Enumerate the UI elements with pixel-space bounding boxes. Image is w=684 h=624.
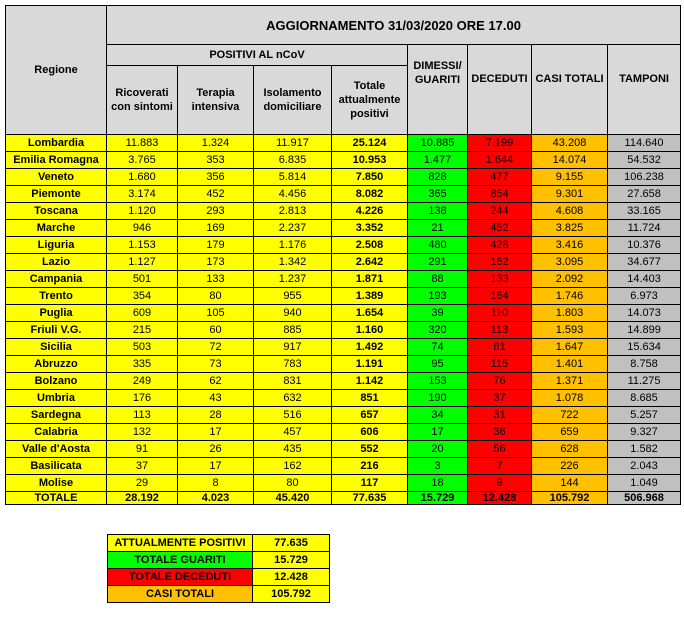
terapia-cell: 72: [178, 339, 254, 356]
totals-isolamento: 45.420: [254, 492, 332, 505]
deceduti-cell: 9: [468, 475, 532, 492]
deceduti-cell: 162: [468, 254, 532, 271]
summary-label: ATTUALMENTE POSITIVI: [108, 535, 253, 552]
region-name: Umbria: [6, 390, 107, 407]
table-row: [6, 254, 681, 271]
tamponi-cell: 11.724: [608, 220, 681, 237]
ricoverati-cell: 946: [107, 220, 178, 237]
deceduti-cell: 164: [468, 288, 532, 305]
summary-value: 15.729: [253, 552, 330, 569]
terapia-cell: 179: [178, 237, 254, 254]
ricoverati-cell: 1.153: [107, 237, 178, 254]
dimessi-cell: 190: [408, 390, 468, 407]
deceduti-cell: 7: [468, 458, 532, 475]
region-name: Calabria: [6, 424, 107, 441]
ricoverati-cell: 3.765: [107, 152, 178, 169]
region-name: Campania: [6, 271, 107, 288]
terapia-cell: 169: [178, 220, 254, 237]
dimessi-cell: 39: [408, 305, 468, 322]
summary-row: [108, 552, 330, 569]
ricoverati-cell: 249: [107, 373, 178, 390]
summary-label: TOTALE GUARITI: [108, 552, 253, 569]
isolamento-cell: 955: [254, 288, 332, 305]
casi-totali-cell: 4.608: [532, 203, 608, 220]
isolamento-cell: 632: [254, 390, 332, 407]
isolamento-cell: 5.814: [254, 169, 332, 186]
ricoverati-cell: 91: [107, 441, 178, 458]
terapia-cell: 173: [178, 254, 254, 271]
terapia-cell: 60: [178, 322, 254, 339]
deceduti-cell: 76: [468, 373, 532, 390]
casi-totali-cell: 1.746: [532, 288, 608, 305]
tamponi-cell: 14.403: [608, 271, 681, 288]
col-header-totale-positivi: Totale attualmente positivi: [332, 66, 408, 135]
region-name: Veneto: [6, 169, 107, 186]
isolamento-cell: 1.237: [254, 271, 332, 288]
casi-totali-cell: 1.803: [532, 305, 608, 322]
casi-totali-cell: 1.647: [532, 339, 608, 356]
tamponi-cell: 15.634: [608, 339, 681, 356]
table-row: [6, 373, 681, 390]
deceduti-cell: 477: [468, 169, 532, 186]
isolamento-cell: 1.176: [254, 237, 332, 254]
deceduti-cell: 452: [468, 220, 532, 237]
ricoverati-cell: 1.127: [107, 254, 178, 271]
deceduti-cell: 854: [468, 186, 532, 203]
deceduti-cell: 36: [468, 424, 532, 441]
deceduti-cell: 113: [468, 322, 532, 339]
dimessi-cell: 1.477: [408, 152, 468, 169]
ricoverati-cell: 609: [107, 305, 178, 322]
ricoverati-cell: 335: [107, 356, 178, 373]
totale-positivi-cell: 25.124: [332, 135, 408, 152]
casi-totali-cell: 659: [532, 424, 608, 441]
isolamento-cell: 4.456: [254, 186, 332, 203]
totale-positivi-cell: 3.352: [332, 220, 408, 237]
dimessi-cell: 20: [408, 441, 468, 458]
table-row: [6, 475, 681, 492]
region-name: Liguria: [6, 237, 107, 254]
region-name: Puglia: [6, 305, 107, 322]
isolamento-cell: 435: [254, 441, 332, 458]
ricoverati-cell: 3.174: [107, 186, 178, 203]
col-header-ricoverati: Ricoverati con sintomi: [107, 66, 178, 135]
terapia-cell: 293: [178, 203, 254, 220]
isolamento-cell: 162: [254, 458, 332, 475]
terapia-cell: 28: [178, 407, 254, 424]
totals-casi: 105.792: [532, 492, 608, 505]
table-row: [6, 186, 681, 203]
dimessi-cell: 153: [408, 373, 468, 390]
totale-positivi-cell: 216: [332, 458, 408, 475]
totale-positivi-cell: 1.191: [332, 356, 408, 373]
totals-deceduti: 12.428: [468, 492, 532, 505]
isolamento-cell: 917: [254, 339, 332, 356]
tamponi-cell: 11.275: [608, 373, 681, 390]
table-row: [6, 237, 681, 254]
region-name: Molise: [6, 475, 107, 492]
table-row: [6, 152, 681, 169]
summary-label: TOTALE DECEDUTI: [108, 569, 253, 586]
totale-positivi-cell: 606: [332, 424, 408, 441]
totals-ricoverati: 28.192: [107, 492, 178, 505]
terapia-cell: 62: [178, 373, 254, 390]
table-row: [6, 271, 681, 288]
region-name: Sardegna: [6, 407, 107, 424]
casi-totali-cell: 3.416: [532, 237, 608, 254]
totale-positivi-cell: 1.160: [332, 322, 408, 339]
tamponi-cell: 27.658: [608, 186, 681, 203]
terapia-cell: 17: [178, 458, 254, 475]
casi-totali-cell: 1.371: [532, 373, 608, 390]
totale-positivi-cell: 2.642: [332, 254, 408, 271]
totale-positivi-cell: 1.492: [332, 339, 408, 356]
isolamento-cell: 1.342: [254, 254, 332, 271]
casi-totali-cell: 3.095: [532, 254, 608, 271]
casi-totali-cell: 9.155: [532, 169, 608, 186]
deceduti-cell: 110: [468, 305, 532, 322]
table-row: [6, 356, 681, 373]
casi-totali-cell: 1.401: [532, 356, 608, 373]
terapia-cell: 133: [178, 271, 254, 288]
totale-positivi-cell: 1.142: [332, 373, 408, 390]
casi-totali-cell: 628: [532, 441, 608, 458]
totale-positivi-cell: 1.389: [332, 288, 408, 305]
totals-terapia: 4.023: [178, 492, 254, 505]
table-row: [6, 135, 681, 152]
totale-positivi-cell: 117: [332, 475, 408, 492]
table-row: [6, 203, 681, 220]
col-header-dimessi: DIMESSI/ GUARITI: [408, 45, 468, 135]
table-row: [6, 288, 681, 305]
deceduti-cell: 56: [468, 441, 532, 458]
tamponi-cell: 2.043: [608, 458, 681, 475]
positivi-group-header: POSITIVI AL nCoV: [107, 45, 408, 66]
col-header-isolamento: Isolamento domiciliare: [254, 66, 332, 135]
dimessi-cell: 365: [408, 186, 468, 203]
deceduti-cell: 31: [468, 407, 532, 424]
terapia-cell: 1.324: [178, 135, 254, 152]
isolamento-cell: 2.813: [254, 203, 332, 220]
totals-dimessi: 15.729: [408, 492, 468, 505]
deceduti-cell: 428: [468, 237, 532, 254]
table-row: [6, 441, 681, 458]
table-row: [6, 458, 681, 475]
ricoverati-cell: 113: [107, 407, 178, 424]
region-name: Piemonte: [6, 186, 107, 203]
terapia-cell: 43: [178, 390, 254, 407]
summary-value: 77.635: [253, 535, 330, 552]
region-name: Valle d'Aosta: [6, 441, 107, 458]
tamponi-cell: 1.582: [608, 441, 681, 458]
summary-label: CASI TOTALI: [108, 586, 253, 603]
tamponi-cell: 33.165: [608, 203, 681, 220]
totale-positivi-cell: 657: [332, 407, 408, 424]
isolamento-cell: 2.237: [254, 220, 332, 237]
deceduti-cell: 7.199: [468, 135, 532, 152]
terapia-cell: 105: [178, 305, 254, 322]
region-name: Bolzano: [6, 373, 107, 390]
dimessi-cell: 95: [408, 356, 468, 373]
terapia-cell: 80: [178, 288, 254, 305]
totale-positivi-cell: 4.226: [332, 203, 408, 220]
totale-positivi-cell: 10.953: [332, 152, 408, 169]
tamponi-cell: 9.327: [608, 424, 681, 441]
ricoverati-cell: 354: [107, 288, 178, 305]
table-row: [6, 390, 681, 407]
region-name: Trento: [6, 288, 107, 305]
terapia-cell: 17: [178, 424, 254, 441]
casi-totali-cell: 9.301: [532, 186, 608, 203]
casi-totali-cell: 1.593: [532, 322, 608, 339]
terapia-cell: 452: [178, 186, 254, 203]
deceduti-cell: 1.644: [468, 152, 532, 169]
dimessi-cell: 320: [408, 322, 468, 339]
col-header-deceduti: DECEDUTI: [468, 45, 532, 135]
region-name: Lazio: [6, 254, 107, 271]
tamponi-cell: 114.640: [608, 135, 681, 152]
casi-totali-cell: 3.825: [532, 220, 608, 237]
casi-totali-cell: 144: [532, 475, 608, 492]
dimessi-cell: 291: [408, 254, 468, 271]
deceduti-cell: 81: [468, 339, 532, 356]
terapia-cell: 353: [178, 152, 254, 169]
ricoverati-cell: 176: [107, 390, 178, 407]
table-row: [6, 322, 681, 339]
ricoverati-cell: 1.120: [107, 203, 178, 220]
casi-totali-cell: 722: [532, 407, 608, 424]
col-header-regione: Regione: [6, 6, 107, 135]
table-row: [6, 424, 681, 441]
ricoverati-cell: 132: [107, 424, 178, 441]
totale-positivi-cell: 7.850: [332, 169, 408, 186]
dimessi-cell: 138: [408, 203, 468, 220]
region-name: Basilicata: [6, 458, 107, 475]
terapia-cell: 73: [178, 356, 254, 373]
tamponi-cell: 6.973: [608, 288, 681, 305]
terapia-cell: 356: [178, 169, 254, 186]
tamponi-cell: 8.758: [608, 356, 681, 373]
dimessi-cell: 193: [408, 288, 468, 305]
isolamento-cell: 885: [254, 322, 332, 339]
totals-tamponi: 506.968: [608, 492, 681, 505]
region-name: Lombardia: [6, 135, 107, 152]
table-row: [6, 220, 681, 237]
tamponi-cell: 14.899: [608, 322, 681, 339]
dimessi-cell: 21: [408, 220, 468, 237]
table-row: [6, 339, 681, 356]
region-name: Marche: [6, 220, 107, 237]
col-header-tamponi: TAMPONI: [608, 45, 681, 135]
tamponi-cell: 5.257: [608, 407, 681, 424]
isolamento-cell: 783: [254, 356, 332, 373]
totale-positivi-cell: 552: [332, 441, 408, 458]
deceduti-cell: 133: [468, 271, 532, 288]
region-name: Emilia Romagna: [6, 152, 107, 169]
ricoverati-cell: 503: [107, 339, 178, 356]
casi-totali-cell: 2.092: [532, 271, 608, 288]
totale-positivi-cell: 851: [332, 390, 408, 407]
dimessi-cell: 10.885: [408, 135, 468, 152]
col-header-terapia: Terapia intensiva: [178, 66, 254, 135]
dimessi-cell: 88: [408, 271, 468, 288]
ricoverati-cell: 501: [107, 271, 178, 288]
table-row: [6, 305, 681, 322]
summary-row: [108, 569, 330, 586]
summary-row: [108, 586, 330, 603]
terapia-cell: 8: [178, 475, 254, 492]
tamponi-cell: 54.532: [608, 152, 681, 169]
ricoverati-cell: 29: [107, 475, 178, 492]
summary-table: [107, 534, 330, 603]
tamponi-cell: 8.685: [608, 390, 681, 407]
table-row: [6, 407, 681, 424]
isolamento-cell: 80: [254, 475, 332, 492]
isolamento-cell: 457: [254, 424, 332, 441]
tamponi-cell: 1.049: [608, 475, 681, 492]
dimessi-cell: 3: [408, 458, 468, 475]
dimessi-cell: 17: [408, 424, 468, 441]
covid-regional-table: [5, 5, 681, 505]
tamponi-cell: 14.073: [608, 305, 681, 322]
tamponi-cell: 10.376: [608, 237, 681, 254]
ricoverati-cell: 11.883: [107, 135, 178, 152]
col-header-casi-totali: CASI TOTALI: [532, 45, 608, 135]
tamponi-cell: 34.677: [608, 254, 681, 271]
totals-positivi: 77.635: [332, 492, 408, 505]
region-name: Friuli V.G.: [6, 322, 107, 339]
dimessi-cell: 828: [408, 169, 468, 186]
isolamento-cell: 6.835: [254, 152, 332, 169]
casi-totali-cell: 1.078: [532, 390, 608, 407]
totale-positivi-cell: 1.654: [332, 305, 408, 322]
deceduti-cell: 244: [468, 203, 532, 220]
isolamento-cell: 940: [254, 305, 332, 322]
region-name: Toscana: [6, 203, 107, 220]
dimessi-cell: 18: [408, 475, 468, 492]
totale-positivi-cell: 1.871: [332, 271, 408, 288]
ricoverati-cell: 1.680: [107, 169, 178, 186]
casi-totali-cell: 226: [532, 458, 608, 475]
isolamento-cell: 11.917: [254, 135, 332, 152]
ricoverati-cell: 37: [107, 458, 178, 475]
region-name: Sicilia: [6, 339, 107, 356]
dimessi-cell: 34: [408, 407, 468, 424]
totals-row: [6, 492, 681, 505]
isolamento-cell: 831: [254, 373, 332, 390]
isolamento-cell: 516: [254, 407, 332, 424]
terapia-cell: 26: [178, 441, 254, 458]
ricoverati-cell: 215: [107, 322, 178, 339]
table-title: AGGIORNAMENTO 31/03/2020 ORE 17.00: [107, 6, 681, 45]
deceduti-cell: 115: [468, 356, 532, 373]
casi-totali-cell: 14.074: [532, 152, 608, 169]
deceduti-cell: 37: [468, 390, 532, 407]
dimessi-cell: 480: [408, 237, 468, 254]
dimessi-cell: 74: [408, 339, 468, 356]
summary-value: 12.428: [253, 569, 330, 586]
table-row: [6, 169, 681, 186]
totale-positivi-cell: 8.082: [332, 186, 408, 203]
casi-totali-cell: 43.208: [532, 135, 608, 152]
summary-value: 105.792: [253, 586, 330, 603]
region-name: Abruzzo: [6, 356, 107, 373]
summary-row: [108, 535, 330, 552]
tamponi-cell: 106.238: [608, 169, 681, 186]
totale-positivi-cell: 2.508: [332, 237, 408, 254]
totals-label: TOTALE: [6, 492, 107, 505]
